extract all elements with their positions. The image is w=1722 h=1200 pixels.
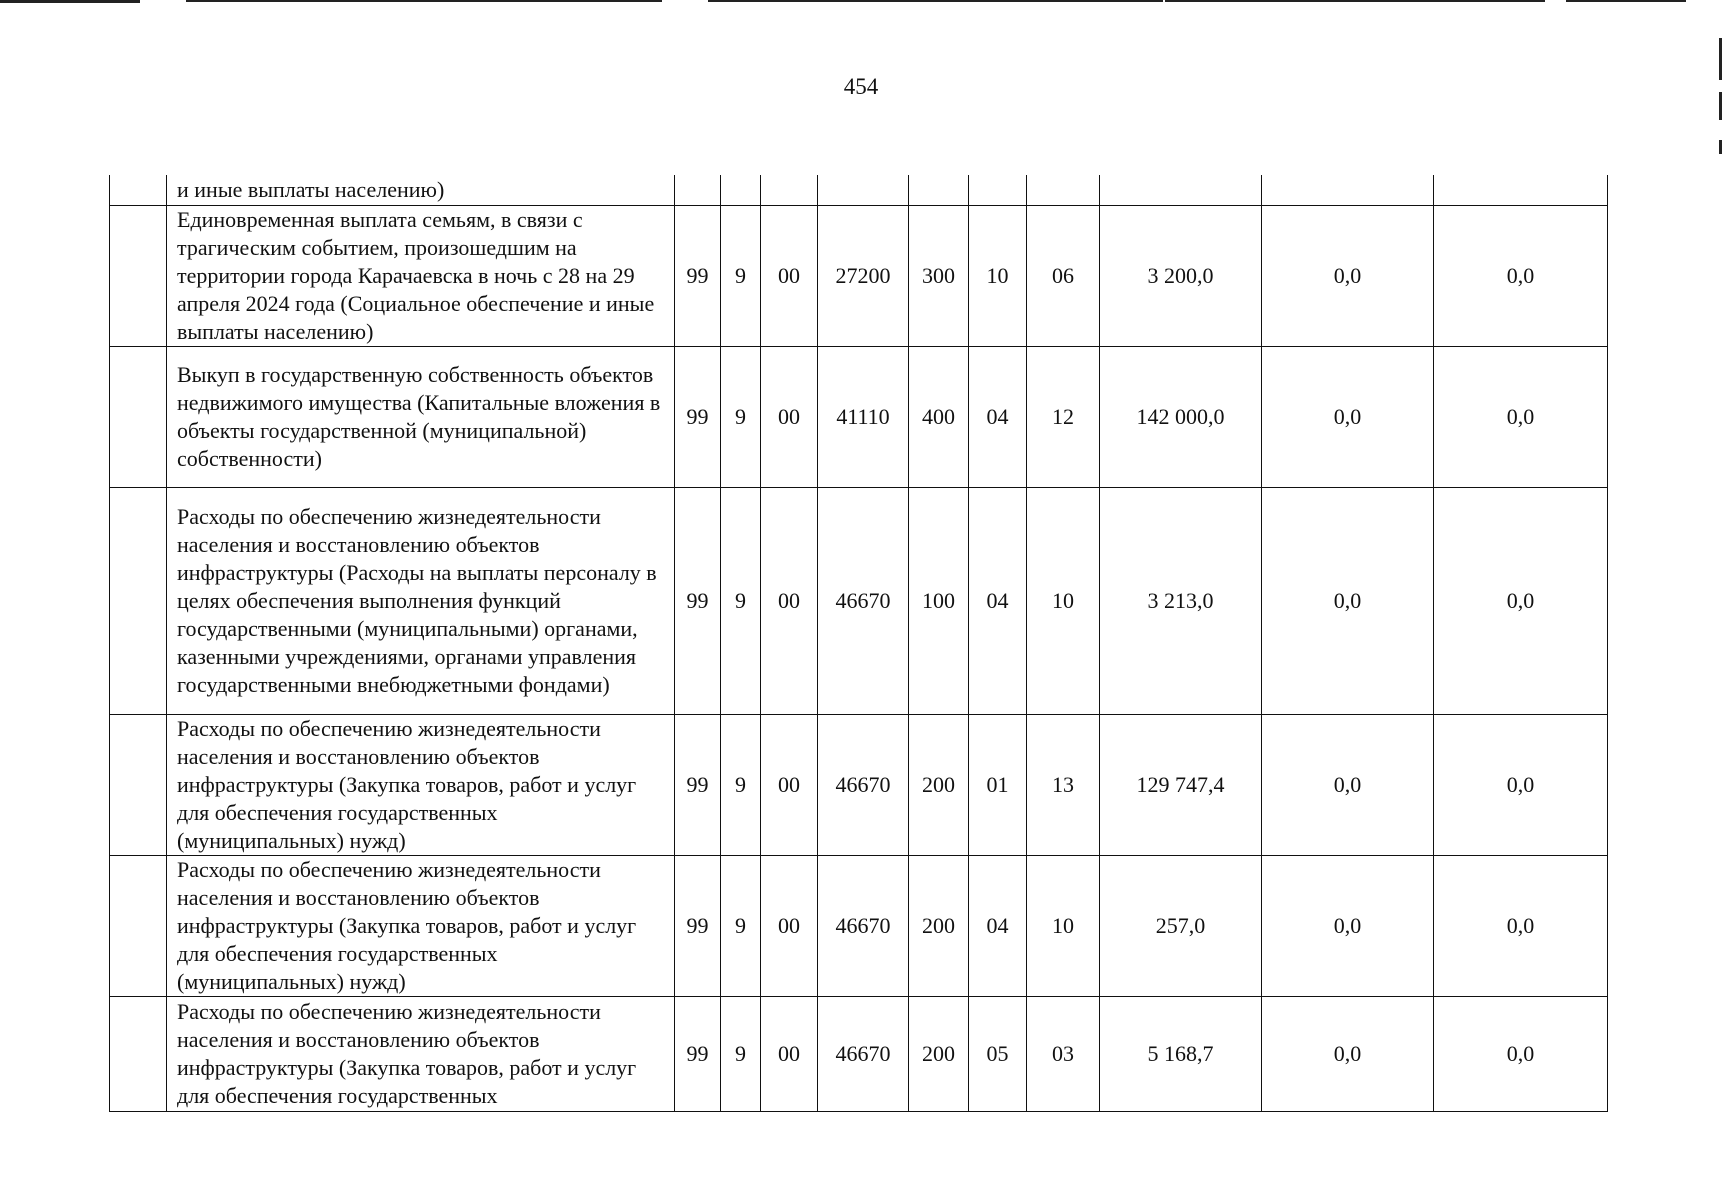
section-code — [969, 175, 1027, 205]
section-code: 04 — [969, 346, 1027, 487]
amount-year-1: 5 168,7 — [1100, 996, 1262, 1111]
subsection-code: 03 — [1027, 996, 1100, 1111]
amount-year-3: 0,0 — [1434, 346, 1608, 487]
main-activity-code: 00 — [761, 205, 818, 346]
table-row — [110, 855, 1608, 996]
subprogram-code: 9 — [721, 487, 761, 714]
row-index — [110, 175, 167, 205]
section-code: 04 — [969, 487, 1027, 714]
expense-type-code: 200 — [909, 855, 969, 996]
amount-year-3: 0,0 — [1434, 487, 1608, 714]
budget-table — [109, 175, 1608, 1112]
amount-year-1: 142 000,0 — [1100, 346, 1262, 487]
subprogram-code: 9 — [721, 346, 761, 487]
direction-code: 46670 — [818, 487, 909, 714]
row-index — [110, 714, 167, 855]
amount-year-3: 0,0 — [1434, 855, 1608, 996]
subprogram-code: 9 — [721, 996, 761, 1111]
subsection-code — [1027, 175, 1100, 205]
scan-artifact-line — [708, 0, 1163, 2]
main-activity-code: 00 — [761, 714, 818, 855]
scan-artifact-line — [0, 0, 140, 3]
expense-type-code: 400 — [909, 346, 969, 487]
table-row — [110, 346, 1608, 487]
expense-description: Выкуп в государственную собственность объектов недвижимого имущества (Капитальные вложения в объекты государственной (муниципальной) собственности) — [167, 346, 675, 487]
expense-type-code: 300 — [909, 205, 969, 346]
subprogram-code: 9 — [721, 855, 761, 996]
program-code — [675, 175, 721, 205]
expense-description: Расходы по обеспечению жизнедеятельности населения и восстановлению объектов инфраструктуры (Закупка товаров, работ и услуг для обеспечения государственных (муниципальных) нужд) — [167, 855, 675, 996]
row-index — [110, 996, 167, 1111]
program-code: 99 — [675, 346, 721, 487]
amount-year-2: 0,0 — [1262, 855, 1434, 996]
main-activity-code: 00 — [761, 346, 818, 487]
direction-code: 46670 — [818, 714, 909, 855]
amount-year-3: 0,0 — [1434, 996, 1608, 1111]
program-code: 99 — [675, 487, 721, 714]
direction-code: 41110 — [818, 346, 909, 487]
subsection-code: 12 — [1027, 346, 1100, 487]
expense-type-code — [909, 175, 969, 205]
main-activity-code — [761, 175, 818, 205]
main-activity-code: 00 — [761, 855, 818, 996]
expense-description: Расходы по обеспечению жизнедеятельности населения и восстановлению объектов инфраструктуры (Расходы на выплаты персоналу в целях обеспечения выполнения функций государственными (муниципальными) органами, казенными учреждениями, органами управления государственными внебюджетными фондами) — [167, 487, 675, 714]
amount-year-2: 0,0 — [1262, 714, 1434, 855]
section-code: 10 — [969, 205, 1027, 346]
table-row — [110, 205, 1608, 346]
direction-code: 46670 — [818, 996, 909, 1111]
amount-year-3: 0,0 — [1434, 205, 1608, 346]
amount-year-3: 0,0 — [1434, 714, 1608, 855]
amount-year-2 — [1262, 175, 1434, 205]
scan-artifact-line — [186, 0, 662, 2]
table-row — [110, 487, 1608, 714]
expense-type-code: 200 — [909, 996, 969, 1111]
amount-year-2: 0,0 — [1262, 346, 1434, 487]
subsection-code: 06 — [1027, 205, 1100, 346]
amount-year-3 — [1434, 175, 1608, 205]
amount-year-1 — [1100, 175, 1262, 205]
row-index — [110, 855, 167, 996]
direction-code: 27200 — [818, 205, 909, 346]
table-row — [110, 996, 1608, 1111]
amount-year-1: 129 747,4 — [1100, 714, 1262, 855]
expense-type-code: 200 — [909, 714, 969, 855]
amount-year-1: 3 200,0 — [1100, 205, 1262, 346]
section-code: 05 — [969, 996, 1027, 1111]
subsection-code: 13 — [1027, 714, 1100, 855]
amount-year-2: 0,0 — [1262, 205, 1434, 346]
subsection-code: 10 — [1027, 487, 1100, 714]
main-activity-code: 00 — [761, 487, 818, 714]
table-row — [110, 175, 1608, 205]
program-code: 99 — [675, 855, 721, 996]
expense-description: Единовременная выплата семьям, в связи с трагическим событием, произошедшим на территории города Карачаевска в ночь с 28 на 29 апреля 2024 года (Социальное обеспечение и иные выплаты населению) — [167, 205, 675, 346]
row-index — [110, 205, 167, 346]
main-activity-code: 00 — [761, 996, 818, 1111]
direction-code — [818, 175, 909, 205]
program-code: 99 — [675, 205, 721, 346]
subsection-code: 10 — [1027, 855, 1100, 996]
section-code: 04 — [969, 855, 1027, 996]
table-body — [110, 175, 1608, 1111]
amount-year-1: 3 213,0 — [1100, 487, 1262, 714]
expense-type-code: 100 — [909, 487, 969, 714]
subprogram-code: 9 — [721, 714, 761, 855]
section-code: 01 — [969, 714, 1027, 855]
direction-code: 46670 — [818, 855, 909, 996]
scan-artifact-line — [1165, 0, 1545, 2]
expense-description: Расходы по обеспечению жизнедеятельности населения и восстановлению объектов инфраструктуры (Закупка товаров, работ и услуг для обеспечения государственных — [167, 996, 675, 1111]
amount-year-1: 257,0 — [1100, 855, 1262, 996]
program-code: 99 — [675, 996, 721, 1111]
subprogram-code: 9 — [721, 205, 761, 346]
page-number: 454 — [843, 74, 879, 99]
amount-year-2: 0,0 — [1262, 487, 1434, 714]
row-index — [110, 346, 167, 487]
table-row — [110, 714, 1608, 855]
subprogram-code — [721, 175, 761, 205]
scan-artifact-line — [1566, 0, 1686, 2]
expense-description: Расходы по обеспечению жизнедеятельности населения и восстановлению объектов инфраструктуры (Закупка товаров, работ и услуг для обеспечения государственных (муниципальных) нужд) — [167, 714, 675, 855]
program-code: 99 — [675, 714, 721, 855]
row-index — [110, 487, 167, 714]
amount-year-2: 0,0 — [1262, 996, 1434, 1111]
expense-description: и иные выплаты населению) — [167, 175, 675, 205]
